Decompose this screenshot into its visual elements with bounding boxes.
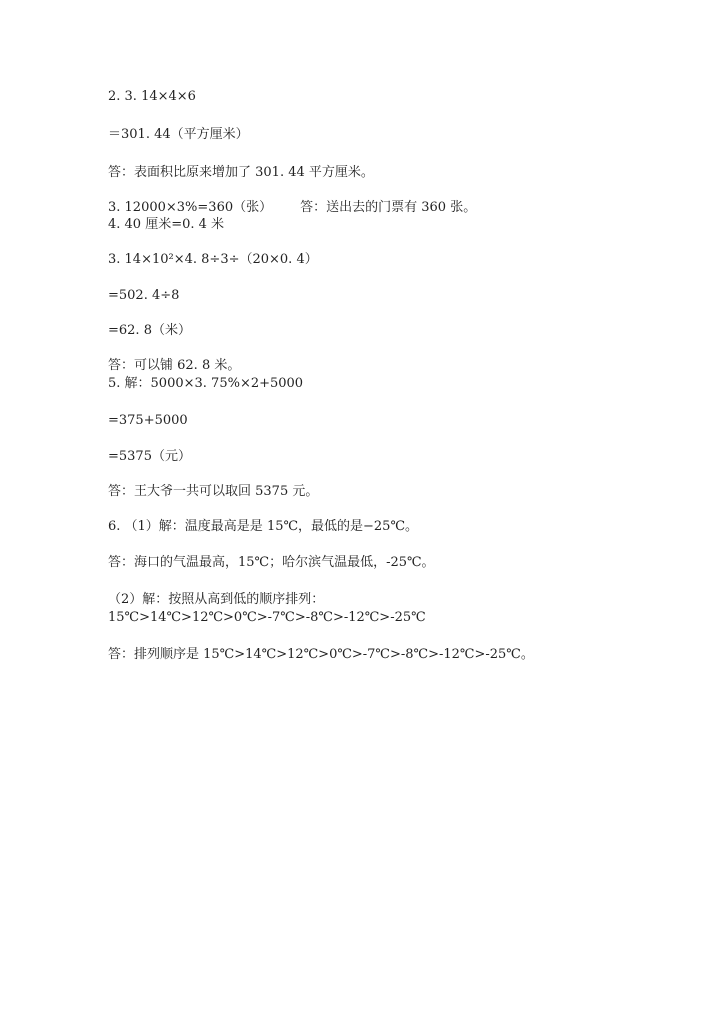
answer-5-step-3: =5375（元） <box>108 449 191 464</box>
answer-5-step-1: 5. 解：5000×3. 75%×2+5000 <box>108 376 304 391</box>
answer-6-part-2: （2）解：按照从高到低的顺序排列：15℃>14℃>12℃>0℃>-7℃>-8℃>-12℃>-25℃ <box>108 592 426 625</box>
answer-2-step-1: 2. 3. 14×4×6 <box>108 89 196 104</box>
answer-5-conclusion: 答：王大爷一共可以取回 5375 元。 <box>108 484 319 499</box>
answer-2-step-2: ＝301. 44（平方厘米） <box>108 127 249 142</box>
answer-3-conclusion: 答：送出去的门票有 360 张。 <box>300 200 477 215</box>
answer-4-step-2: =502. 4÷8 <box>108 288 180 303</box>
answer-6-part-1-conclusion: 答：海口的气温最高，15℃；哈尔滨气温最低，-25℃。 <box>108 555 435 570</box>
answer-4-conversion: 4. 40 厘米=0. 4 米 <box>108 217 225 232</box>
answer-3-row <box>108 200 628 216</box>
answer-6-part-1: 6. （1）解：温度最高是是 15℃，最低的是−25℃。 <box>108 519 419 534</box>
answer-4-step-3: =62. 8（米） <box>108 323 191 338</box>
answer-5-step-2: =375+5000 <box>108 413 188 428</box>
answer-6-part-2-conclusion: 答：排列顺序是 15℃>14℃>12℃>0℃>-7℃>-8℃>-12℃>-25℃。 <box>108 647 534 662</box>
answer-3-calculation: 3. 12000×3%=360（张） <box>108 200 273 215</box>
answer-4-conclusion: 答：可以铺 62. 8 米。 <box>108 358 241 373</box>
answer-4-step-1: 3. 14×10²×4. 8÷3÷（20×0. 4） <box>108 252 318 267</box>
answer-2-conclusion: 答：表面积比原来增加了 301. 44 平方厘米。 <box>108 165 374 180</box>
